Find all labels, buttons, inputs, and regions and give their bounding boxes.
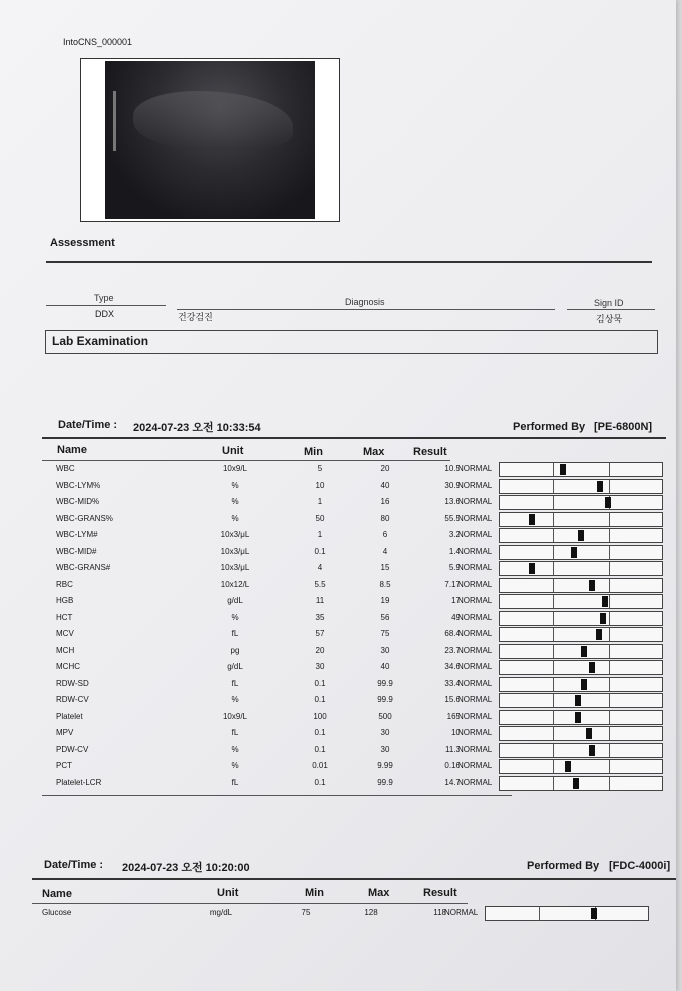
panel2-col-name: Name [42,888,72,900]
table-row [40,677,664,693]
cell-unit: 10x9/L [222,464,248,473]
cell-result: 10 [451,728,460,737]
range-indicator-bar [499,512,663,527]
range-indicator-bar [499,759,663,774]
range-indicator-mark [560,464,566,475]
range-indicator-mark [586,728,592,739]
ultrasound-image-frame [80,58,340,222]
table-row [40,726,664,742]
range-indicator-bar [485,906,649,921]
cell-min: 0.1 [314,695,326,704]
cell-max: 75 [380,629,390,638]
cell-max: 56 [380,612,390,622]
table-row [40,710,664,726]
type-label: Type [94,293,114,303]
range-indicator-mark [529,514,535,525]
sign-id-value: 김상묵 [596,314,623,324]
panel1-device: [PE-6800N] [594,421,653,433]
sign-id-underline [567,309,655,310]
cell-name: WBC-GRANS# [56,563,111,572]
cell-status: NORMAL [458,596,493,605]
cell-name: WBC-LYM# [56,530,98,539]
table-row [40,512,664,528]
panel1-performed-label: Performed By [513,421,586,433]
cell-name: Glucose [42,908,72,917]
cell-unit: % [231,744,239,754]
cell-min: 11 [315,596,325,605]
panel2-col-min: Min [305,887,324,899]
cell-result: 49 [451,612,460,622]
cell-status: NORMAL [458,612,493,622]
table-row [40,495,664,511]
cell-result: 0.16 [444,761,460,770]
cell-result: 7.17 [444,579,460,589]
table-row [40,627,664,643]
cell-max: 20 [380,464,390,473]
cell-min: 0.1 [314,744,326,754]
panel2-col-unit: Unit [217,887,239,899]
cell-min: 1 [317,497,323,506]
cell-name: Platelet-LCR [56,777,102,787]
cell-max: 30 [380,744,390,754]
cell-name: WBC-GRANS% [56,513,113,523]
panel2-header-rule [32,903,468,904]
cell-max: 40 [380,662,390,671]
range-indicator-bar [499,479,663,494]
cell-status: NORMAL [458,761,493,770]
assessment-divider [46,261,652,263]
cell-status: NORMAL [458,579,493,589]
panel2-col-max: Max [368,887,390,899]
cell-min: 4 [317,563,323,572]
panel1-col-name: Name [57,444,87,456]
panel2-performed-label: Performed By [527,860,600,872]
cell-status: NORMAL [458,744,493,754]
cell-status: NORMAL [458,711,493,721]
diagnosis-value: 건강검진 [178,312,213,322]
cell-unit: fL [231,728,239,737]
table-row [40,561,664,577]
cell-unit: g/dL [227,596,243,605]
range-indicator-bar [499,627,663,642]
range-indicator-mark [589,745,595,756]
cell-name: RBC [56,579,73,589]
table-row [40,759,664,775]
cell-min: 0.1 [314,678,326,688]
cell-unit: 10x9/L [222,711,248,721]
cell-min: 50 [315,513,325,523]
cell-max: 99.9 [377,695,393,704]
cell-result: 34.6 [444,662,460,671]
cell-status: NORMAL [458,695,493,704]
range-indicator-mark [578,530,584,541]
range-indicator-mark [591,908,597,919]
panel1-col-result: Result [413,446,447,458]
range-indicator-mark [600,613,606,624]
cell-result: 15.6 [444,695,460,704]
cell-status: NORMAL [458,563,493,572]
cell-min: 75 [301,908,311,917]
cell-name: WBC-MID# [56,546,97,556]
table-row [40,528,664,544]
range-indicator-bar [499,594,663,609]
cell-status: NORMAL [444,908,479,917]
cell-result: 11.3 [445,744,460,754]
panel1-top-rule [42,437,666,439]
cell-status: NORMAL [458,645,493,655]
cell-result: 10.5 [444,464,460,473]
assessment-title: Assessment [50,237,115,249]
cell-max: 15 [380,563,390,572]
cell-status: NORMAL [458,497,493,506]
diagnosis-label: Diagnosis [345,297,385,307]
cell-max: 99.9 [377,777,393,787]
cell-name: WBC-LYM% [56,480,101,490]
cell-name: RDW-CV [56,695,89,704]
cell-status: NORMAL [458,464,493,473]
cell-status: NORMAL [458,777,493,787]
panel1-header-rule [42,460,450,461]
cell-max: 8.5 [379,579,391,589]
range-indicator-bar [499,710,663,725]
cell-name: PCT [56,761,72,770]
cell-name: RDW-SD [56,678,89,688]
lab-examination-box [45,330,658,354]
table-row [40,644,664,660]
table-row [40,578,664,594]
cell-min: 0.01 [312,761,328,770]
table-row [40,462,664,478]
table-row [40,594,664,610]
type-underline [46,305,166,306]
range-indicator-bar [499,545,663,560]
range-indicator-bar [499,776,663,791]
diagnosis-underline [177,309,555,310]
panel2-device: [FDC-4000i] [609,860,671,872]
cell-status: NORMAL [458,629,493,638]
cell-unit: % [231,761,239,770]
range-indicator-mark [605,497,611,508]
ultrasound-image [105,61,315,219]
cell-name: MCH [56,645,75,655]
table-row [26,906,650,922]
range-indicator-mark [597,481,603,492]
cell-max: 19 [380,596,390,605]
cell-min: 30 [315,662,325,671]
table-row [40,479,664,495]
panel1-datetime-label: Date/Time : [58,419,118,431]
cell-status: NORMAL [458,678,493,688]
cell-name: WBC-MID% [56,497,100,506]
cell-unit: fL [231,678,239,688]
cell-max: 80 [380,513,390,523]
cell-unit: % [231,612,239,622]
table-row [40,776,664,792]
cell-unit: g/dL [227,662,243,671]
cell-status: NORMAL [458,728,493,737]
range-indicator-bar [499,660,663,675]
range-indicator-mark [575,695,581,706]
cell-status: NORMAL [458,530,493,539]
cell-name: PDW-CV [56,744,89,754]
cell-max: 128 [364,908,378,917]
cell-min: 57 [315,629,325,638]
cell-max: 6 [382,530,388,539]
cell-status: NORMAL [458,662,493,671]
cell-name: Platelet [56,711,83,721]
cell-unit: 10x3/μL [220,530,250,539]
range-indicator-bar [499,561,663,576]
cell-result: 33.4 [444,678,460,688]
table-row [40,693,664,709]
range-indicator-bar [499,611,663,626]
cell-result: 23.7 [444,645,460,655]
cell-max: 9.99 [377,761,393,770]
cell-result: 5.9 [448,563,460,572]
panel1-col-unit: Unit [222,445,244,457]
cell-max: 4 [382,546,388,556]
cell-max: 16 [380,497,390,506]
range-indicator-bar [499,726,663,741]
cell-unit: % [231,695,239,704]
cell-unit: 10x12/L [220,579,250,589]
range-indicator-bar [499,644,663,659]
table-row [40,660,664,676]
cell-unit: 10x3/μL [220,563,250,572]
cell-max: 30 [380,645,390,655]
range-indicator-mark [581,646,587,657]
cell-min: 1 [317,530,323,539]
cell-status: NORMAL [458,480,493,490]
cell-result: 1.4 [448,546,460,556]
cell-result: 68.4 [444,629,460,638]
range-indicator-mark [589,580,595,591]
cell-name: MPV [56,728,74,737]
cell-max: 40 [380,480,390,490]
range-indicator-mark [596,629,602,640]
cell-unit: mg/dL [209,908,233,917]
cell-unit: 10x3/μL [220,546,250,556]
range-indicator-bar [499,462,663,477]
cell-min: 5.5 [314,579,326,589]
table-row [40,545,664,561]
panel1-col-max: Max [363,446,385,458]
cell-result: 30.9 [444,480,460,490]
sign-id-label: Sign ID [594,298,624,308]
cell-unit: % [231,480,239,490]
cell-unit: pg [230,645,240,655]
panel2-datetime: 2024-07-23 오전 10:20:00 [122,862,250,874]
range-indicator-bar [499,743,663,758]
cell-max: 500 [378,711,392,721]
cell-status: NORMAL [458,513,493,523]
cell-name: MCV [56,629,74,638]
cell-min: 0.1 [314,546,326,556]
table-row [40,611,664,627]
panel1-bottom-rule [42,795,512,796]
cell-min: 0.1 [314,777,326,787]
cell-result: 14.7 [444,777,460,787]
range-indicator-bar [499,495,663,510]
range-indicator-mark [571,547,577,558]
cell-min: 35 [315,612,325,622]
cell-max: 30 [380,728,390,737]
cell-max: 99.9 [377,678,393,688]
cell-unit: % [231,497,239,506]
cell-status: NORMAL [458,546,493,556]
cell-name: MCHC [56,662,80,671]
range-indicator-bar [499,677,663,692]
cell-unit: fL [231,777,239,787]
cell-unit: fL [231,629,239,638]
panel1-datetime: 2024-07-23 오전 10:33:54 [133,422,261,434]
cell-result: 17 [451,596,460,605]
panel2-datetime-label: Date/Time : [44,859,104,871]
range-indicator-mark [529,563,535,574]
type-value: DDX [95,309,115,319]
cell-result: 55.5 [444,513,460,523]
cell-result: 118 [433,908,446,917]
range-indicator-bar [499,693,663,708]
range-indicator-bar [499,578,663,593]
cell-min: 10 [315,480,325,490]
cell-min: 5 [317,464,323,473]
cell-name: WBC [56,464,75,473]
cell-unit: % [231,513,239,523]
patient-id: IntoCNS_000001 [63,37,133,47]
range-indicator-mark [581,679,587,690]
range-indicator-mark [575,712,581,723]
range-indicator-bar [499,528,663,543]
cell-min: 20 [315,645,325,655]
range-indicator-mark [573,778,579,789]
cell-name: HGB [56,596,74,605]
cell-result: 165 [446,711,460,721]
panel2-col-result: Result [423,887,457,899]
cell-name: HCT [56,612,73,622]
range-indicator-mark [589,662,595,673]
cell-min: 100 [313,711,327,721]
panel1-col-min: Min [304,446,323,458]
range-indicator-mark [602,596,608,607]
panel2-top-rule [32,878,676,880]
table-row [40,743,664,759]
cell-result: 13.6 [444,497,460,506]
range-indicator-mark [565,761,571,772]
cell-result: 3.2 [448,530,460,539]
cell-min: 0.1 [314,728,326,737]
lab-examination-title: Lab Examination [52,334,149,348]
